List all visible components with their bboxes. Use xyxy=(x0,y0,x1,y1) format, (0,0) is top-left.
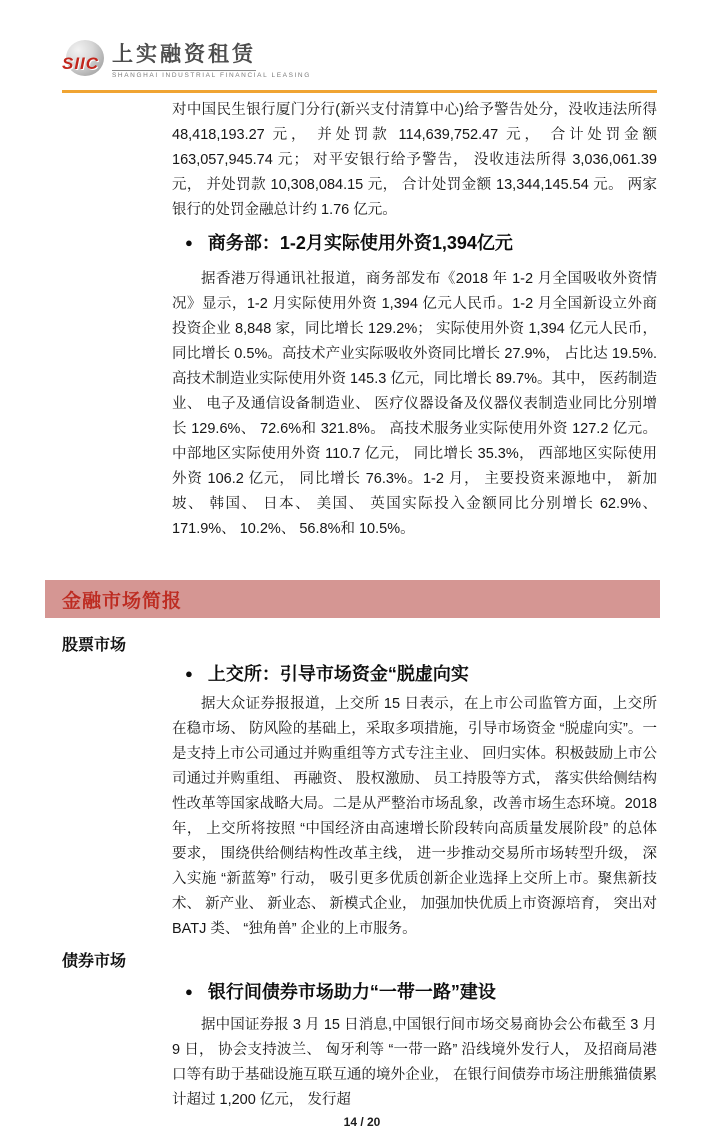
heading-sse-guide-funds xyxy=(185,662,657,686)
company-name-english: SHANGHAI INDUSTRIAL FINANCIAL LEASING xyxy=(112,72,311,79)
bullet-icon: ● xyxy=(185,666,193,681)
logo-text xyxy=(112,38,311,79)
page-footer xyxy=(0,1113,724,1131)
heading-text: 银行间债券市场助力“一带一路”建设 xyxy=(207,982,496,1002)
bond-market-paragraph: 据中国证券报 3 月 15 日消息,中国银行间市场交易商协会公布截至 3 月 9 日， 协会支持波兰、 匈牙利等 “一带一路” 沿线境外发行人， 及招商局港口等有助于基础设施互联互通的境外企业， 在银行间债券市场注册熊猫债累计超过 1,200 亿元， 发行超 xyxy=(172,1017,657,1108)
banner-title: 金融市场简报 xyxy=(62,590,183,612)
heading-text: 上交所：引导市场资金“脱虚向实 xyxy=(207,664,469,684)
company-name: 上实融资租赁 xyxy=(112,38,256,71)
heading-text: 商务部：1-2月实际使用外资1,394亿元 xyxy=(207,233,513,253)
logo-acronym: SIIC xyxy=(62,54,100,73)
bullet-icon: ● xyxy=(185,235,193,250)
document-body xyxy=(0,98,724,1113)
page-number: 14 / 20 xyxy=(343,1115,381,1129)
company-logo xyxy=(62,38,657,84)
heading-mofcom-foreign-investment xyxy=(185,231,657,255)
heading-interbank-bond-belt-road xyxy=(185,980,657,1004)
bullet-icon: ● xyxy=(185,984,193,999)
header-divider-rule xyxy=(62,90,657,93)
stock-market-paragraph: 据大众证券报报道，上交所 15 日表示，在上市公司监管方面，上交所在稳市场、 防风险的基础上，采取多项措施，引导市场资金 “脱虚向实”。一是支持上市公司通过并购重组等方式专注主业、 回归实体。积极鼓励上市公司通过并购重组、 再融资、 股权激励、 员工持股等方式， 落实供给侧结构性改革等国家战略大局。二是从严整治市场乱象，改善市场生态环境。2018 年， 上交所将按照 “中国经济由高速增长阶段转向高质量发展阶段” 的总体要求， 围绕供给侧结构性改革主线， 进一步推动交易所市场转型升级， 深入实施 “新蓝筹” 行动， 吸引更多优质创新企业选择上交所上市。聚焦新技术、 新产业、 新业态、 新模式企业， 加强加快优质上市资源培育， 突出对 BATJ 类、 “独角兽” 企业的上市服务。 xyxy=(172,696,657,937)
section-label-stock-market: 股票市场 xyxy=(62,637,127,654)
siic-globe-icon xyxy=(62,40,106,80)
page-header xyxy=(0,38,724,93)
mofcom-paragraph: 据香港万得通讯社报道，商务部发布《2018 年 1-2 月全国吸收外资情况》显示，1-2 月实际使用外资 1,394 亿元人民币。1-2 月全国新设立外商投资企业 8,848 家，同比增长 129.2%； 实际使用外资 1,394 亿元人民币，同比增长 0.5%。高技术产业实际吸收外资同比增长 27.9%， 占比达 19.5%.高技术制造业实际使用外资 145.3 亿元，同比增长 89.7%。其中， 医药制造业、 电子及通信设备制造业、 医疗仪器设备及仪器仪表制造业同比分别增长 129.6%、 72.6%和 321.8%。 高技术服务业实际使用外资 127.2 亿元。 中部地区实际使用外资 110.7 亿元， 同比增长 35.3%， 西部地区实际使用外资 106.2 亿元， 同比增长 76.3%。1-2 月， 主要投资来源地中， 新加坡、 韩国、 日本、 美国、 英国实际投入金额同比分别增长 62.9%、 171.9%、 10.2%、 56.8%和 10.5%。 xyxy=(172,271,658,537)
penalty-paragraph: 对中国民生银行厦门分行(新兴支付清算中心)给予警告处分，没收违法所得 48,418,193.27 元， 并处罚款 114,639,752.47 元， 合计处罚金额 163,057,945.74 元； 对平安银行给予警告， 没收违法所得 3,036,061.39 元， 并处罚款 10,308,084.15 元， 合计处罚金额 13,344,145.54 元。 两家银行的处罚金融总计约 1.76 亿元。 xyxy=(172,102,657,218)
section-banner-financial-market-brief xyxy=(45,580,660,618)
section-label-bond-market: 债券市场 xyxy=(62,953,127,970)
